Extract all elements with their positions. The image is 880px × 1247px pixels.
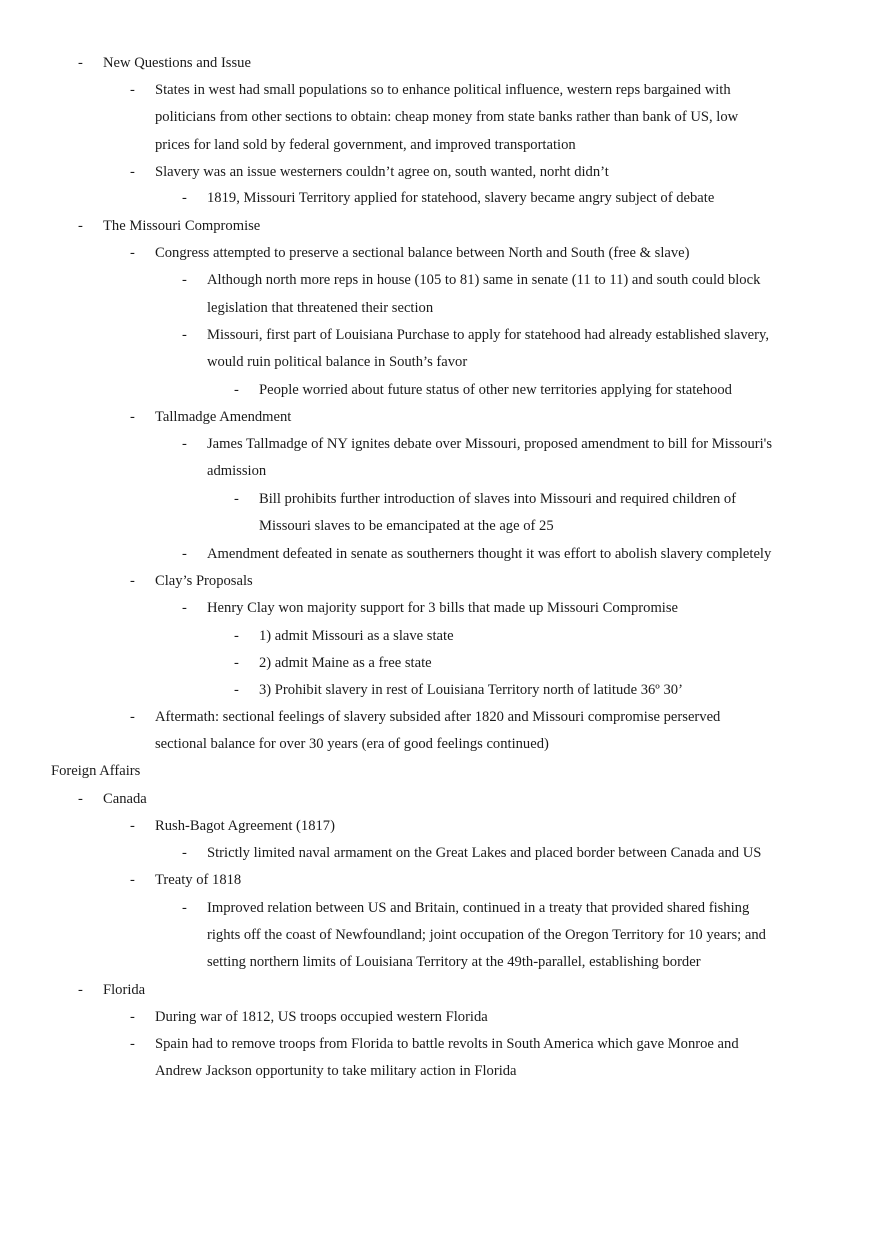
point-spain-line1: Spain had to remove troops from Florida to battle revolts in South America which gave Monroe and xyxy=(155,1036,739,1052)
bullet-dash: - xyxy=(234,655,239,671)
bullet-dash: - xyxy=(130,164,135,180)
point-naval: Strictly limited naval armament on the Great Lakes and placed border between Canada and US xyxy=(207,845,762,861)
bullet-dash: - xyxy=(130,1009,135,1025)
bullet-dash: - xyxy=(182,436,187,452)
point-bill-line1: Bill prohibits further introduction of slaves into Missouri and required children of xyxy=(259,491,737,507)
bullet-dash: - xyxy=(182,327,187,343)
heading-new-questions: New Questions and Issue xyxy=(103,55,251,71)
point-bill-line2: Missouri slaves to be emancipated at the age of 25 xyxy=(259,518,554,534)
bullet-dash: - xyxy=(130,709,135,725)
point-balance: Congress attempted to preserve a sectional balance between North and South (free & slave) xyxy=(155,245,690,261)
point-spain-line2: Andrew Jackson opportunity to take military action in Florida xyxy=(155,1063,517,1079)
bill-1: 1) admit Missouri as a slave state xyxy=(259,628,454,644)
bullet-dash: - xyxy=(130,1036,135,1052)
heading-clay: Clay’s Proposals xyxy=(155,573,253,589)
bullet-dash: - xyxy=(130,818,135,834)
point-treaty-line3: setting northern limits of Louisiana Territory at the 49th-parallel, establishing border xyxy=(207,954,701,970)
rush-bagot: Rush-Bagot Agreement (1817) xyxy=(155,818,335,834)
point-war-1812: During war of 1812, US troops occupied western Florida xyxy=(155,1009,488,1025)
point-west-line3: prices for land sold by federal government, and improved transportation xyxy=(155,137,576,153)
bullet-dash: - xyxy=(182,600,187,616)
point-james-line2: admission xyxy=(207,463,267,479)
point-treaty-line2: rights off the coast of Newfoundland; joint occupation of the Oregon Territory for 10 years; and xyxy=(207,927,766,943)
aftermath-line1: Aftermath: sectional feelings of slavery subsided after 1820 and Missouri compromise perserved xyxy=(155,709,721,725)
point-first-part-line2: would ruin political balance in South’s favor xyxy=(207,354,468,370)
bullet-dash: - xyxy=(130,573,135,589)
point-first-part-line1: Missouri, first part of Louisiana Purchase to apply for statehood had already established slavery, xyxy=(207,327,769,343)
bullet-dash: - xyxy=(182,900,187,916)
bullet-dash: - xyxy=(130,872,135,888)
bullet-dash: - xyxy=(78,55,83,71)
bullet-dash: - xyxy=(182,190,187,206)
bullet-dash: - xyxy=(234,628,239,644)
bullet-dash: - xyxy=(78,791,83,807)
bullet-dash: - xyxy=(234,682,239,698)
heading-missouri-compromise: The Missouri Compromise xyxy=(103,218,261,234)
bullet-dash: - xyxy=(130,245,135,261)
point-1819: 1819, Missouri Territory applied for statehood, slavery became angry subject of debate xyxy=(207,190,715,206)
heading-tallmadge: Tallmadge Amendment xyxy=(155,409,292,425)
point-west-line1: States in west had small populations so to enhance political influence, western reps bargained with xyxy=(155,82,731,98)
point-slavery: Slavery was an issue westerners couldn’t agree on, south wanted, norht didn’t xyxy=(155,164,609,180)
point-defeated: Amendment defeated in senate as southerners thought it was effort to abolish slavery completely xyxy=(207,546,772,562)
point-treaty-line1: Improved relation between US and Britain, continued in a treaty that provided shared fishing xyxy=(207,900,750,916)
aftermath-line2: sectional balance for over 30 years (era of good feelings continued) xyxy=(155,736,549,752)
point-people: People worried about future status of other new territories applying for statehood xyxy=(259,382,732,398)
bullet-dash: - xyxy=(78,218,83,234)
bullet-dash: - xyxy=(182,546,187,562)
point-reps-line2: legislation that threatened their section xyxy=(207,300,434,316)
bullet-dash: - xyxy=(234,382,239,398)
point-james-line1: James Tallmadge of NY ignites debate over Missouri, proposed amendment to bill for Missouri's xyxy=(207,436,772,452)
point-west-line2: politicians from other sections to obtain: cheap money from state banks rather than bank of US, low xyxy=(155,109,739,125)
treaty-1818: Treaty of 1818 xyxy=(155,872,242,888)
point-clay: Henry Clay won majority support for 3 bills that made up Missouri Compromise xyxy=(207,600,679,616)
bullet-dash: - xyxy=(182,845,187,861)
bullet-dash: - xyxy=(130,409,135,425)
heading-canada: Canada xyxy=(103,791,147,807)
bullet-dash: - xyxy=(234,491,239,507)
bill-2: 2) admit Maine as a free state xyxy=(259,655,432,671)
point-reps-line1: Although north more reps in house (105 to 81) same in senate (11 to 11) and south could block xyxy=(207,272,761,288)
heading-florida: Florida xyxy=(103,982,146,998)
heading-foreign-affairs: Foreign Affairs xyxy=(51,763,141,779)
bullet-dash: - xyxy=(182,272,187,288)
bill-3: 3) Prohibit slavery in rest of Louisiana Territory north of latitude 36º 30’ xyxy=(259,682,683,698)
bullet-dash: - xyxy=(78,982,83,998)
bullet-dash: - xyxy=(130,82,135,98)
